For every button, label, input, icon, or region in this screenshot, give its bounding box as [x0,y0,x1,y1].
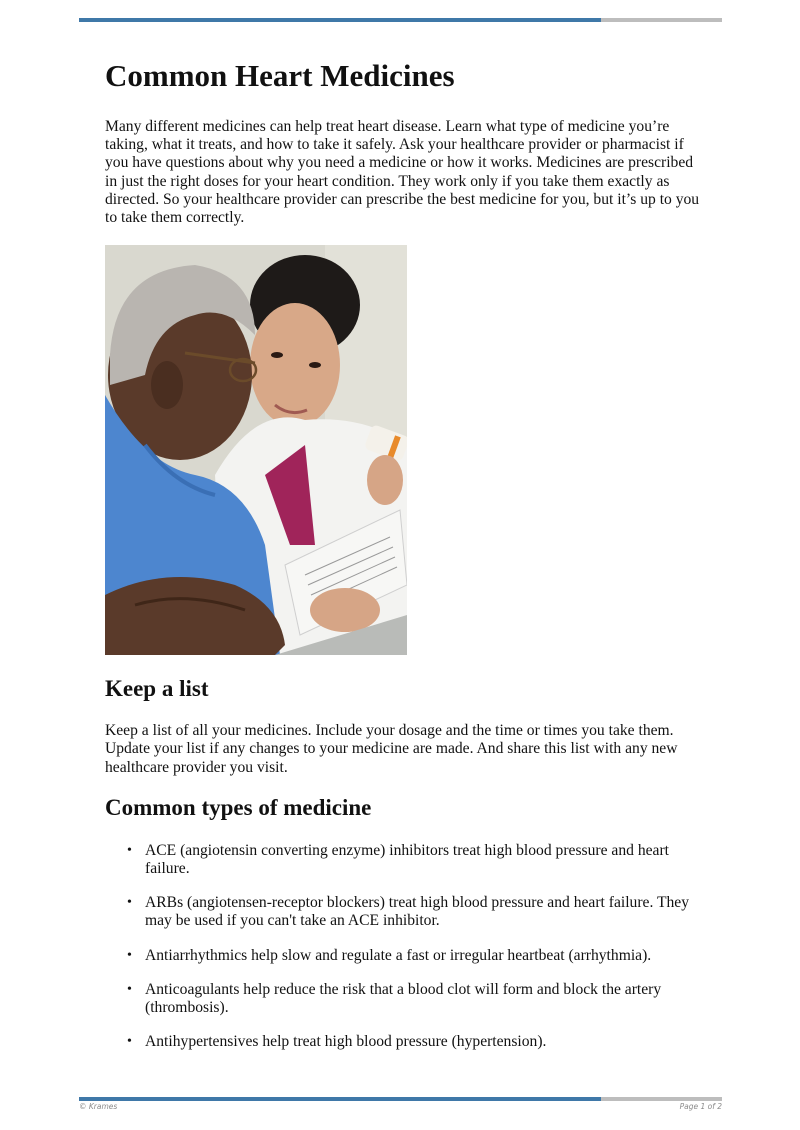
bullet-icon: • [127,895,132,911]
list-item-text: Anticoagulants help reduce the risk that a blood clot will form and block the artery (thrombosis). [145,980,662,1017]
section-heading-keep-a-list: Keep a list [105,676,209,702]
bullet-icon: • [127,947,132,963]
header-rule [79,18,722,22]
bullet-icon: • [127,1034,132,1050]
footer-rule-secondary [601,1097,722,1101]
medicine-types-list [105,842,705,1052]
list-item [127,1033,705,1051]
keep-a-list-paragraph: Keep a list of all your medicines. Include your dosage and the time or times you take them. Update your list if any changes to your medicine are made. And share this list with any new healthcare provider you visit. [105,722,678,776]
document-body [105,52,705,1067]
list-item [127,841,705,878]
list-item [127,894,705,930]
header-rule-secondary [601,18,722,22]
list-item-text: ARBs (angiotensen-receptor blockers) treat high blood pressure and heart failure. They may be used if you can't take an ACE inhibitor. [145,894,690,930]
list-item [127,946,705,965]
page-footer [79,1102,722,1114]
bullet-icon: • [127,981,132,997]
list-item-text: Antihypertensives help treat high blood pressure (hypertension). [145,1033,547,1051]
section-heading-common-types: Common types of medicine [105,794,372,820]
header-rule-primary [79,18,601,22]
list-item-text: Antiarrhythmics help slow and regulate a fast or irregular heartbeat (arrhythmia). [145,946,652,964]
copyright-text: © Krames [79,1102,118,1111]
footer-rule-primary [79,1097,601,1101]
page-title: Common Heart Medicines [105,58,455,93]
intro-paragraph: Many different medicines can help treat heart disease. Learn what type of medicine you’re taking, what it treats, and how to take it safely. Ask your healthcare provider or pharmacist if you have questions about why you need a medicine or how it works. Medicines are prescribed in just the right doses for your heart condition. They work only if you take them exactly as directed. So your healthcare provider can prescribe the best medicine for you, but it’s up to you to take them correctly. [105,118,700,227]
bullet-icon: • [127,842,132,858]
list-item-text: ACE (angiotensin converting enzyme) inhibitors treat high blood pressure and heart failure. [145,841,669,878]
footer-rule [79,1097,722,1101]
list-item [127,980,705,1017]
pharmacist-patient-photo [105,245,407,655]
page-number: Page 1 of 2 [679,1102,722,1111]
